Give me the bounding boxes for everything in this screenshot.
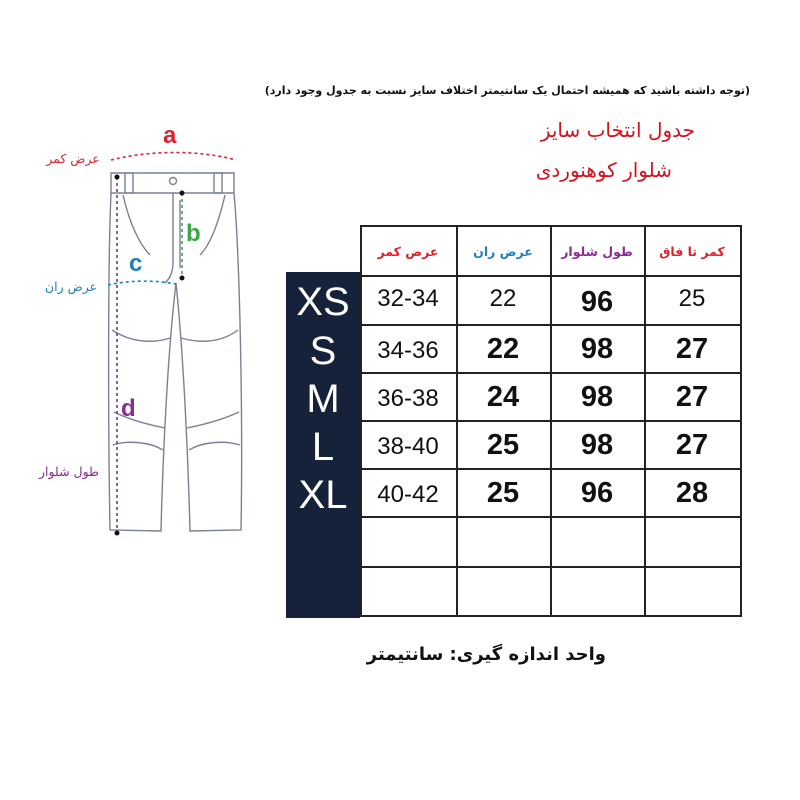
knee-right [187,412,239,428]
pants-outline [109,193,242,531]
seam-right [181,330,238,341]
size-xl: XL [298,473,348,517]
length-dot-bottom [115,531,120,536]
cell-m-waist: 36-38 [377,385,439,412]
waistband [111,173,234,193]
cell-m-rise: 27 [675,381,709,413]
length-label: طول شلوار [38,464,100,479]
seam-left [112,330,170,341]
length-dot-top [115,175,120,180]
thigh-label: عرض ران [44,279,98,294]
size-xs: XS [296,280,350,324]
page-title: جدول انتخاب سایز [540,118,695,142]
cell-xs-thigh: 22 [489,285,517,312]
rise-dot-bottom [180,276,185,281]
knee-right-2 [189,442,240,450]
cell-l-waist: 38-40 [377,433,439,460]
header-length: طول شلوار [561,244,633,259]
cell-m-length: 98 [580,381,614,413]
header-waist: عرض کمر [377,244,439,259]
belt-loop-right [214,173,222,193]
size-l: L [311,425,335,469]
fly-line [165,193,173,283]
cell-s-rise: 27 [675,333,709,365]
cell-xl-rise: 28 [675,477,709,509]
cell-xs-length: 96 [580,286,614,318]
waist-label: عرض کمر [46,151,100,166]
rise-dot-top [180,191,185,196]
cell-xl-thigh: 25 [486,477,520,509]
cell-xl-length: 96 [580,477,614,509]
cell-xl-waist: 40-42 [377,481,439,508]
button-icon [170,178,177,185]
cell-s-length: 98 [580,333,614,365]
header-thigh: عرض ران [473,244,533,259]
pocket-left [123,195,150,255]
header-rise: کمر تا فاق [659,244,725,259]
belt-loop-left [125,173,133,193]
pocket-right [200,195,225,255]
cell-s-waist: 34-36 [377,337,439,364]
waist-measure-line [111,153,236,161]
size-m: M [306,377,340,421]
label-c: c [129,250,143,277]
cell-l-rise: 27 [675,429,709,461]
cell-l-thigh: 25 [486,429,520,461]
cell-xs-waist: 32-34 [377,285,439,312]
cell-s-thigh: 22 [486,333,520,365]
cell-m-thigh: 24 [486,381,520,413]
cell-xs-rise: 25 [678,285,706,312]
tolerance-note: (توجه داشته باشید که همیشه احتمال یک سانتیمتر اختلاف سایز نسبت به جدول وجود دارد) [264,84,750,97]
size-s: S [309,329,337,373]
measurement-unit: واحد اندازه گیری: سانتیمتر [366,644,606,665]
label-a: a [163,122,177,149]
cell-l-length: 98 [580,429,614,461]
knee-left-2 [113,442,163,450]
page-subtitle: شلوار کوهنوردی [535,158,672,182]
label-b: b [186,220,201,247]
label-d: d [121,395,136,422]
